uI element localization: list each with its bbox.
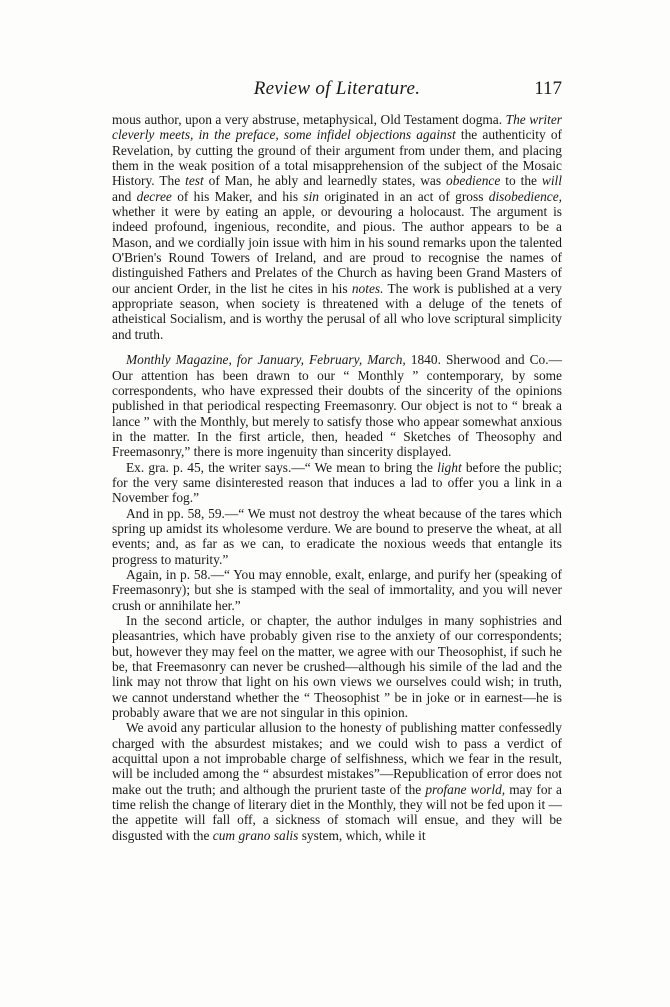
page-number: 117: [534, 78, 562, 99]
running-head: [112, 78, 562, 104]
text-segment: Again, in p. 58.—“ You may ennoble, exalt, enlarge, and purify her (speaking of Freemasonry); but she is stamped with the seal of immortality, and you will never crush or annihilate her.”: [112, 566, 562, 613]
text-segment: 1840. Sherwood and Co.—Our attention has been drawn to our “ Monthly ” contemporary, by some correspondents, who have expressed their doubts of the sincerity of the opinions published in that periodical respecting Freemasonry. Our object is not to “ break a lance ” with the Monthly, but merely to satisfy those who appear somewhat anxious in the matter. In the first article, then, headed “ Sketches of Theosophy and Freemasonry,” there is more ingenuity than sincerity displayed.: [112, 352, 562, 460]
text-segment: originated in an act of gross: [319, 188, 489, 204]
text-segment: whether it were by eating an apple, or devouring a holocaust. The argument is indeed profound, ingenious, recondite, and pious. The author appears to be a Mason, and we cordially join issue with him in his sound remarks upon the talented O'Brien's Round Towers of Ireland, and are proud to recognise the names of distinguished Fathers and Prelates of the Church as having been Grand Masters of our ancient Order, in the list he cites in his: [112, 204, 562, 296]
paragraph: [112, 720, 562, 843]
text-segment: The work is published at a very appropriate season, when society is threatened with a deluge of the tenets of atheistical Socialism, and is worthy the perusal of all who love scriptural simplicity and truth.: [112, 280, 562, 342]
text-segment: before the public; for the very same disinterested reason that induces a lad to offer you a link in a November fog.”: [112, 459, 562, 506]
text-segment: and: [112, 188, 137, 204]
text-segment: In the second article, or chapter, the author indulges in many sophistries and pleasantries, which have probably given rise to the anxiety of our correspondents; but, however they may feel on the matter, we agree with our Theosophist, if such he be, that Freemasonry can never be crushed—although his simile of the lad and the link may not throw that light on his own views we ourselves could wish; in truth, we cannot understand whether the “ Theosophist ” be in joke or in earnest—he is probably aware that we are not singular in this opinion.: [112, 613, 562, 721]
paragraph: [112, 506, 562, 567]
italic-text-segment: obedience: [446, 173, 501, 189]
italic-text-segment: will: [541, 173, 562, 189]
italic-text-segment: The writer cleverly meets, in the preface, some infidel objections against: [112, 112, 563, 143]
paragraph: [112, 352, 562, 459]
italic-text-segment: disobedience,: [488, 188, 562, 204]
paragraph: [112, 112, 562, 342]
text-segment: mous author, upon a very abstruse, metaphysical, Old Testament dogma.: [112, 112, 506, 127]
text-segment: of Man, he ably and learnedly states, was: [203, 173, 447, 189]
text-segment: Ex. gra. p. 45, the writer says.—“ We mean to bring the: [126, 459, 438, 475]
text-segment: to the: [500, 173, 542, 189]
text-segment: system, which, while it: [298, 827, 426, 843]
paragraph: [112, 460, 562, 506]
text-segment: may for a time relish the change of literary diet in the Monthly, they will not be fed upon it —the appetite will fall off, a sickness of stomach will ensue, and they will be disgusted with the: [112, 781, 562, 843]
italic-text-segment: light: [437, 459, 462, 475]
italic-text-segment: test: [185, 173, 204, 189]
paragraph: [112, 613, 562, 720]
italic-text-segment: notes.: [351, 280, 384, 296]
italic-text-segment: decree: [136, 188, 172, 204]
running-title: Review of Literature.: [253, 78, 421, 99]
text-segment: the authenticity of Revelation, by cutting the ground of their argument from under them, and placing them in the weak position of a total misapprehension of the subject of the Mosaic History. The: [112, 127, 562, 189]
text-segment: of his Maker, and his: [171, 188, 304, 204]
italic-text-segment: profane world,: [425, 781, 506, 797]
italic-text-segment: sin: [303, 188, 320, 204]
italic-text-segment: cum grano salis: [212, 827, 299, 843]
text-segment: And in pp. 58, 59.—“ We must not destroy the wheat because of the tares which spring up amidst its wholesome verdure. We are bound to preserve the wheat, at all events; and, as far as we can, to eradicate the noxious weeds that entangle its progress to maturity.”: [112, 505, 562, 567]
text-segment: We avoid any particular allusion to the honesty of publishing matter confessedly charged with the absurdest mistakes; and we could wish to pass a verdict of acquittal upon a not improbable charge of selfishness, which we fear in the result, will be included among the “ absurdest mistakes”—Republication of error does not make out the truth; and although the prurient taste of the: [112, 720, 562, 797]
paragraph: [112, 567, 562, 613]
body-text: [112, 112, 562, 843]
italic-text-segment: Monthly Magazine, for January, February, March,: [126, 352, 406, 368]
